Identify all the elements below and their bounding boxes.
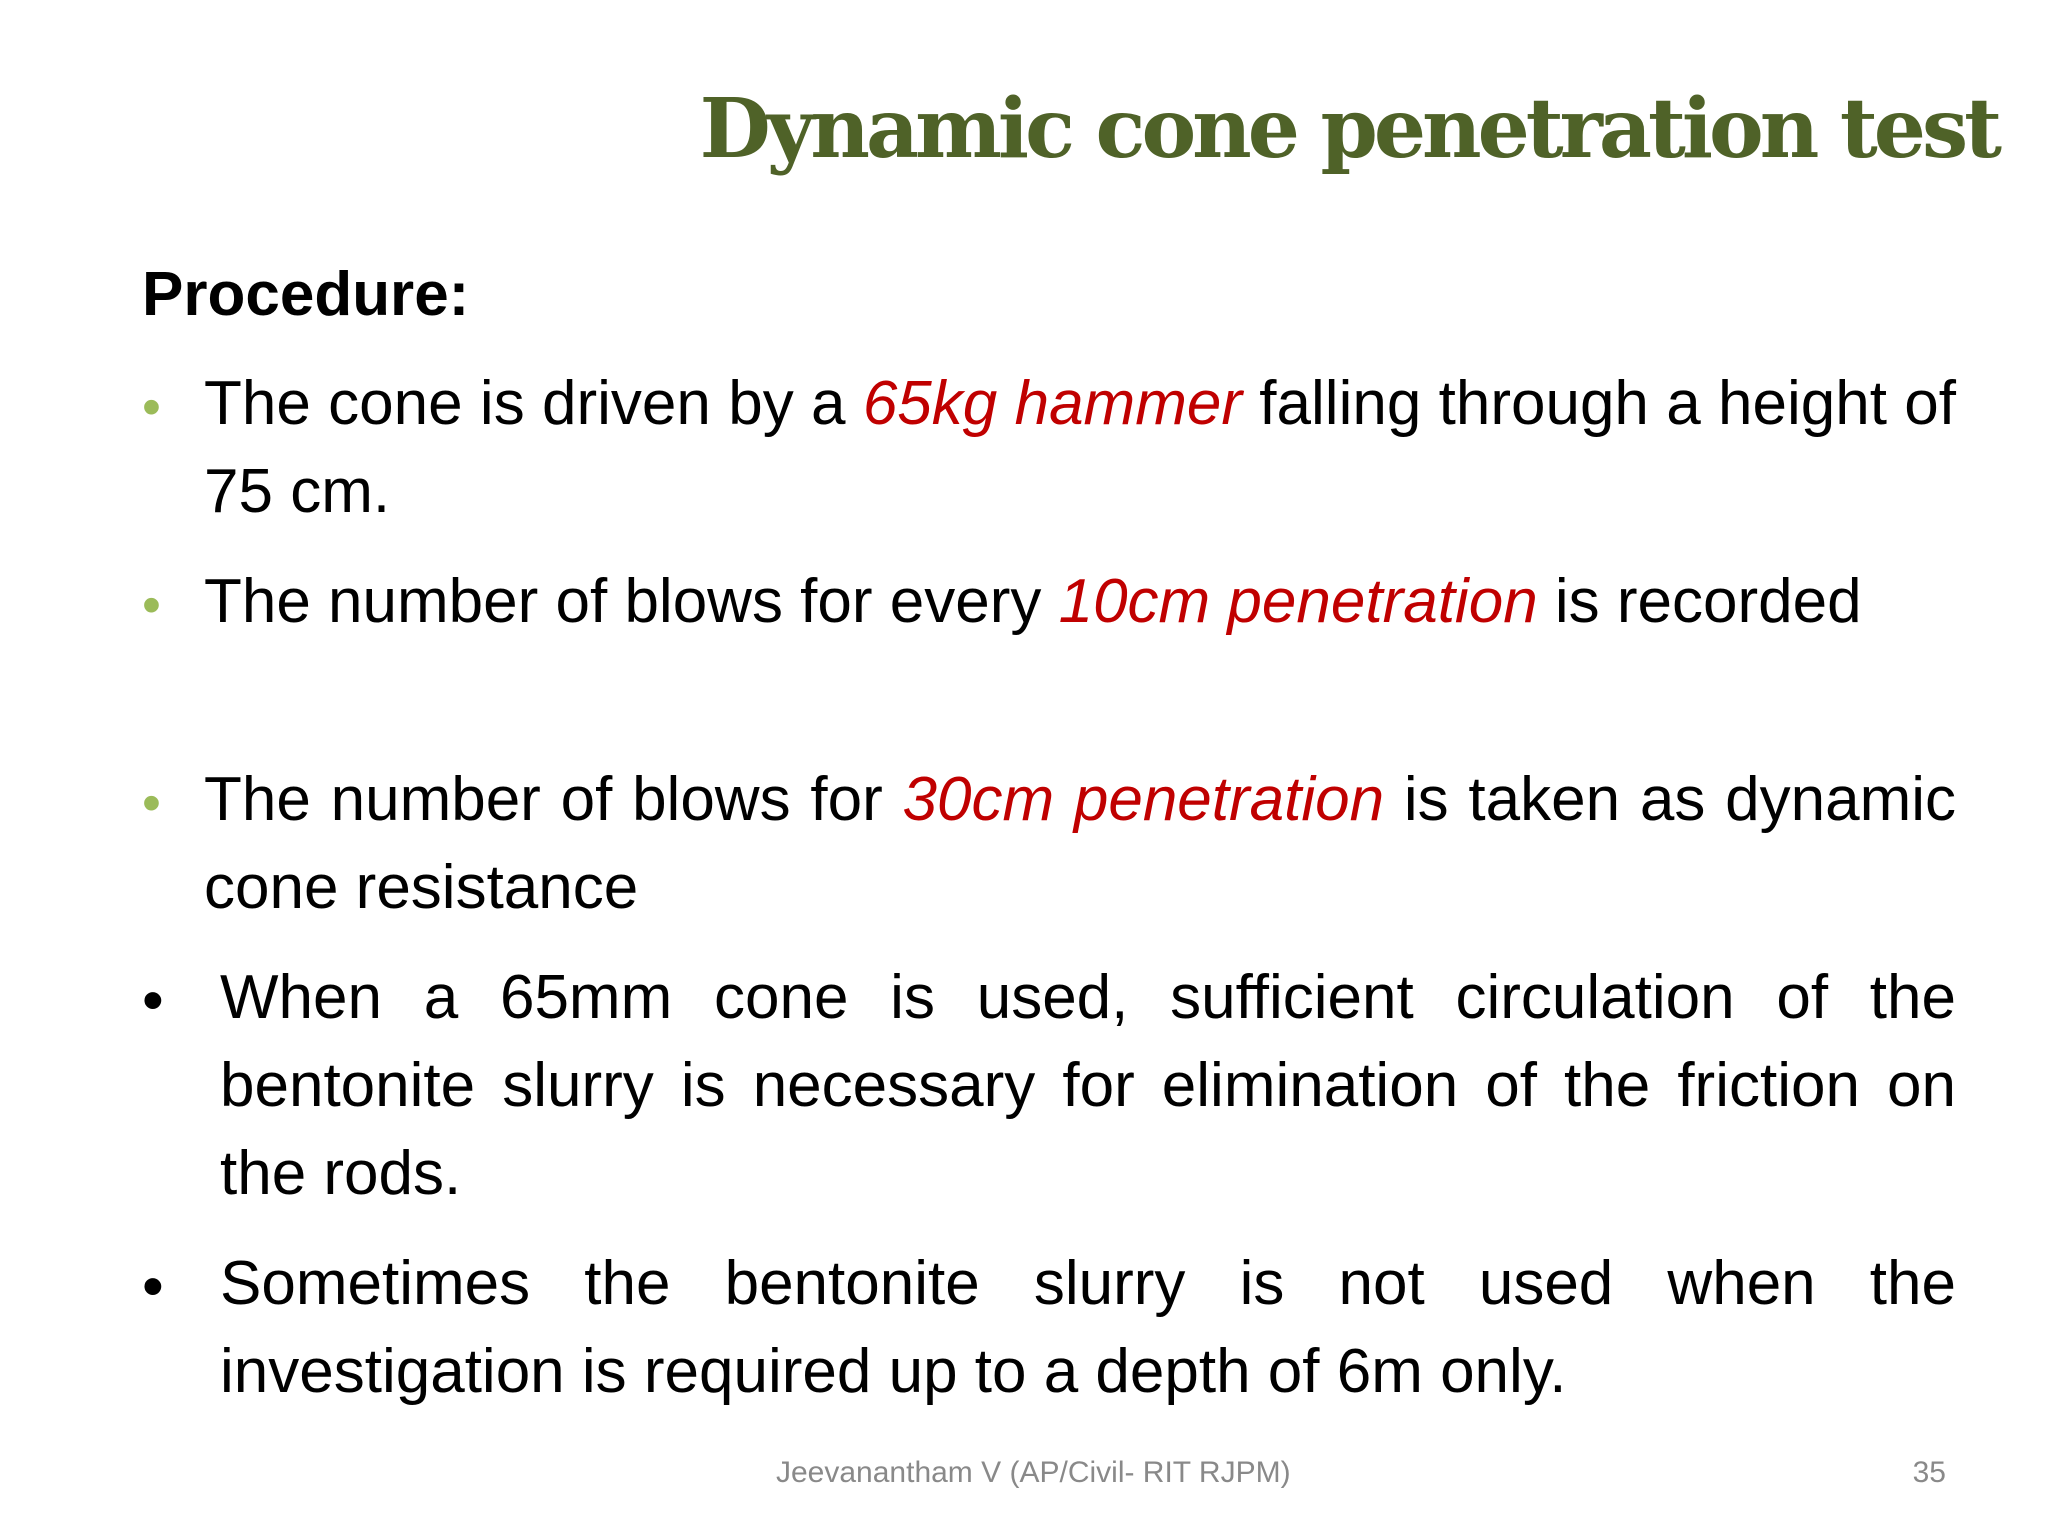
bullet-icon: • bbox=[142, 1252, 164, 1321]
footer-author: Jeevanantham V (AP/Civil- RIT RJPM) bbox=[776, 1456, 1291, 1489]
bullet-icon: • bbox=[142, 575, 161, 635]
list-item-text: The number of blows for every 10cm penetration is recorded bbox=[204, 567, 1862, 636]
list-item-text: When a 65mm cone is used, sufficient circulation of the bentonite slurry is necessary for elimination of the friction on the rods. bbox=[220, 963, 1956, 1208]
list-item-text: The number of blows for 30cm penetration is taken as dynamic cone resistance bbox=[204, 765, 1956, 922]
bullet-icon: • bbox=[142, 966, 164, 1035]
highlight-text: 30cm penetration bbox=[902, 765, 1385, 834]
list-item bbox=[204, 756, 1956, 932]
bullet-icon: • bbox=[142, 377, 161, 437]
slide-title: Dynamic cone penetration test bbox=[699, 81, 1998, 177]
list-item-text: Sometimes the bentonite slurry is not used when the investigation is required up to a depth of 6m only. bbox=[220, 1249, 1956, 1406]
list-item bbox=[204, 360, 1956, 536]
highlight-text: 10cm penetration bbox=[1058, 567, 1538, 636]
list-item bbox=[204, 558, 1956, 646]
list-item bbox=[220, 954, 1956, 1218]
bullet-icon: • bbox=[142, 773, 161, 833]
page-number: 35 bbox=[1912, 1456, 1946, 1489]
procedure-heading: Procedure: bbox=[142, 260, 470, 329]
highlight-text: 65kg hammer bbox=[862, 369, 1242, 438]
list-item-text: The cone is driven by a 65kg hammer falling through a height of 75 cm. bbox=[204, 369, 1956, 526]
list-item bbox=[220, 1240, 1956, 1416]
